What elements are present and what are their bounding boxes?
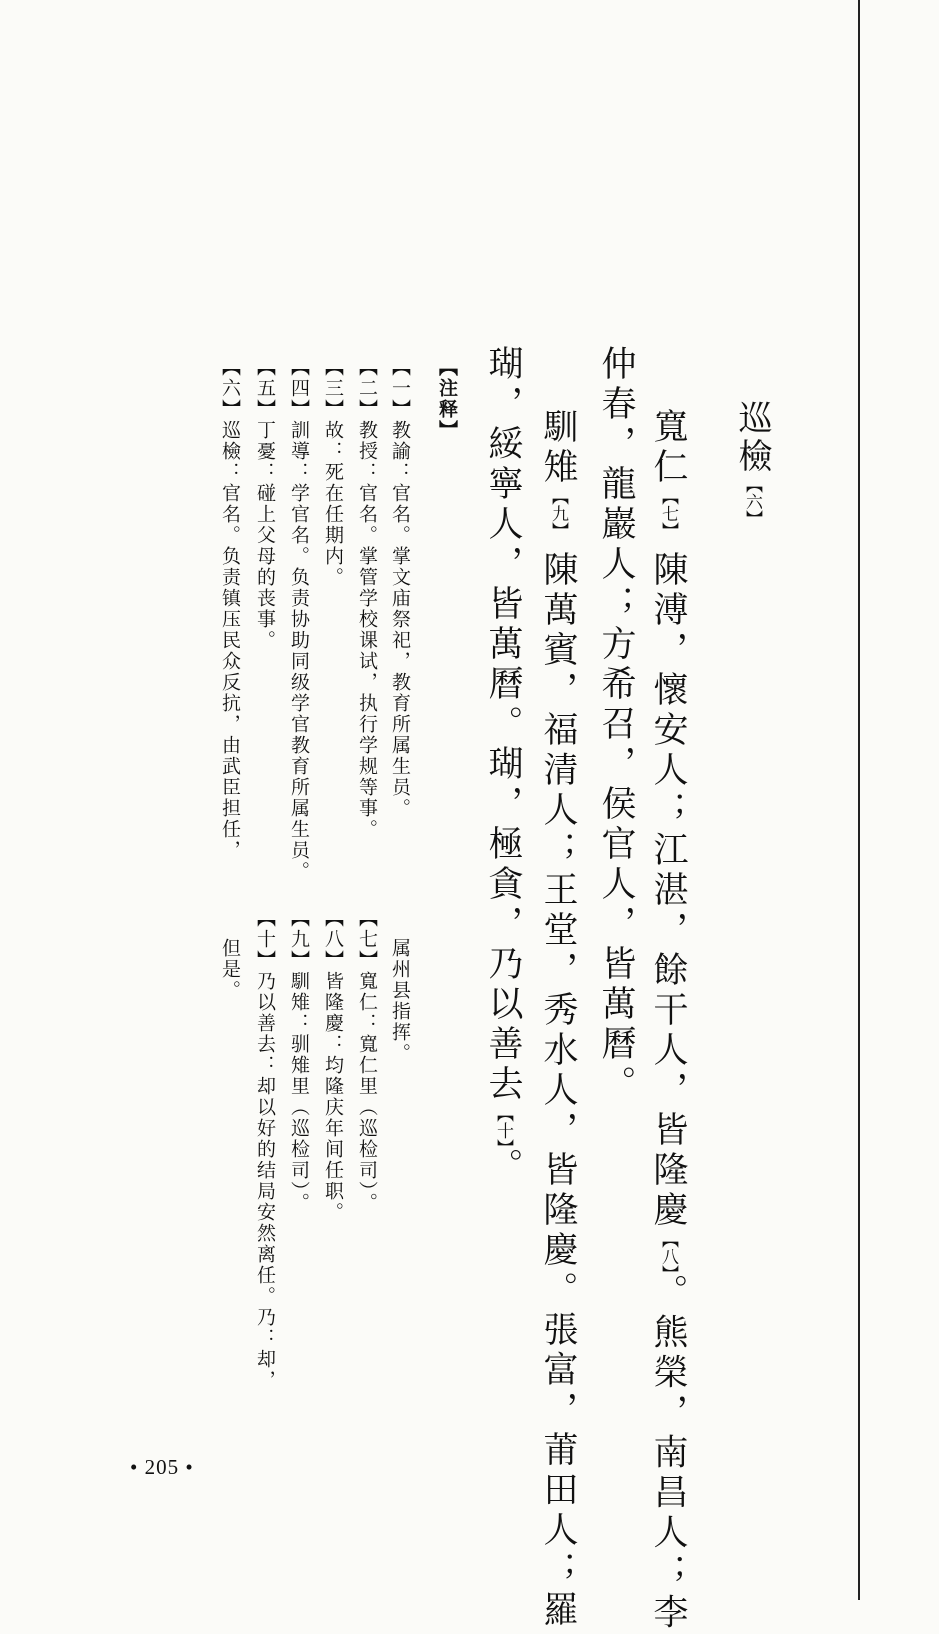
note-9: 【九】馴雉：驯雉里（巡检司）。 bbox=[288, 908, 310, 1214]
main-line-1 bbox=[648, 408, 688, 1634]
main-line-1-part-b: 陳溥，懷安人；江湛，餘干人，皆隆慶 bbox=[648, 551, 688, 1231]
heading-text: 巡檢 bbox=[732, 400, 772, 476]
note-8: 【八】皆隆慶：均隆庆年间任职。 bbox=[322, 908, 344, 1223]
note-2: 【二】教授：官名。掌管学校课试，执行学规等事。 bbox=[356, 357, 378, 840]
note-7: 【七】寬仁：寬仁里（巡检司）。 bbox=[356, 908, 378, 1214]
note-10-continued: 但是。 bbox=[219, 938, 241, 1001]
note-mark-8: 【八】 bbox=[658, 1231, 678, 1274]
note-10: 【十】乃以善去：却以好的结局安然离任。乃：却， bbox=[254, 908, 276, 1391]
main-line-3-part-b: 陳萬賓，福清人；王堂，秀水人，皆隆慶。張富，莆田人；羅 bbox=[538, 551, 578, 1631]
main-line-3 bbox=[538, 408, 578, 1631]
note-mark-9: 【九】 bbox=[548, 488, 568, 539]
note-mark-10: 【十】 bbox=[493, 1105, 513, 1148]
note-4: 【四】訓導：学官名。负责协助同级学官教育所属生员。 bbox=[288, 357, 310, 882]
main-line-2-text: 仲春，龍巖人；方希召，侯官人，皆萬曆。 bbox=[596, 345, 636, 1105]
heading-note-mark: 【六】 bbox=[742, 476, 762, 527]
section-heading bbox=[732, 400, 772, 527]
note-3: 【三】故：死在任期内。 bbox=[322, 357, 344, 588]
note-6: 【六】巡檢：官名。负责镇压民众反抗，由武臣担任， bbox=[219, 357, 241, 861]
main-line-1-part-a: 寬仁 bbox=[648, 408, 688, 488]
note-6-continued: 属州县指挥。 bbox=[389, 938, 411, 1064]
main-line-3-part-a: 馴雉 bbox=[538, 408, 578, 488]
page-number: • 205 • bbox=[130, 1455, 194, 1479]
note-1: 【一】教諭：官名。掌文庙祭祀，教育所属生员。 bbox=[389, 357, 411, 819]
main-line-4-part-a: 瑚，綏寧人，皆萬曆。瑚，極貪，乃以善去 bbox=[483, 345, 523, 1105]
note-mark-7: 【七】 bbox=[658, 488, 678, 539]
main-line-4 bbox=[483, 345, 523, 1188]
page-border-line bbox=[858, 0, 860, 1600]
main-line-4-part-b: 。 bbox=[483, 1147, 523, 1188]
notes-title: 【注释】 bbox=[436, 357, 458, 441]
main-line-2 bbox=[596, 345, 636, 1105]
main-line-1-part-c: 。熊榮，南昌人；李 bbox=[648, 1273, 688, 1634]
note-5: 【五】丁憂：碰上父母的丧事。 bbox=[254, 357, 276, 651]
